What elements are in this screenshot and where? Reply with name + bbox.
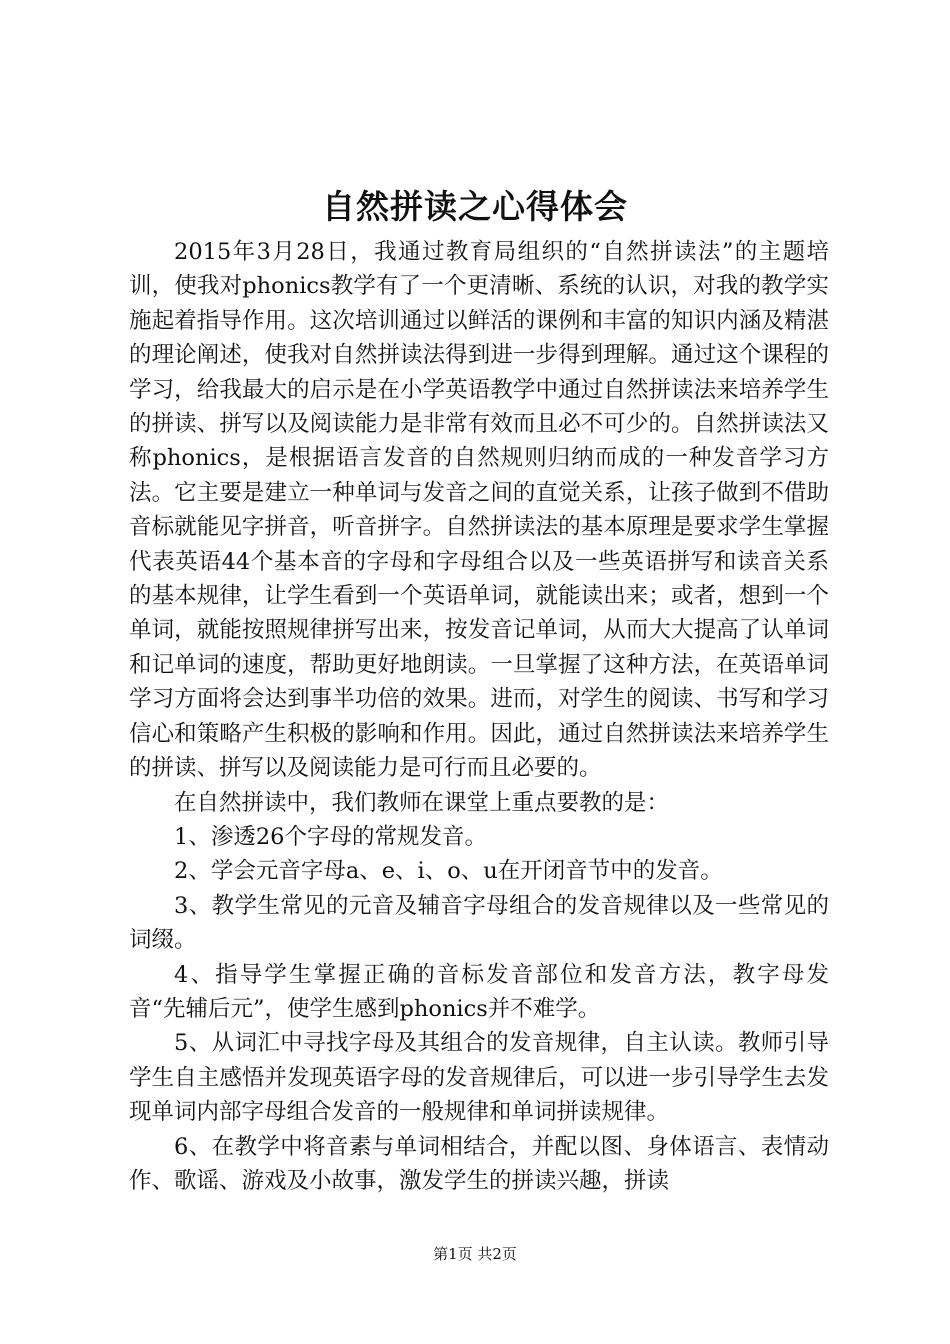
list-item-5: 5、从词汇中寻找字母及其组合的发音规律，自主认读。教师引导学生自主感悟并发现英语字母的发音规律后，可以进一步引导学生去发现单词内部字母组合发音的一般规律和单词拼读规律。 [129,1030,829,1126]
list-item-1: 1、渗透26个字母的常规发音。 [174,823,487,850]
list-item-6: 6、在教学中将音素与单词相结合，并配以图、身体语言、表情动作、歌谣、游戏及小故事，激发学生的拼读兴趣，拼读 [129,1133,829,1194]
list-item-2: 2、学会元音字母a、e、i、o、u在开闭音节中的发音。 [174,858,723,885]
page-number-footer: 第1页 共2页 [433,1245,517,1263]
paragraph-lead-in: 在自然拼读中，我们教师在课堂上重点要教的是： [174,789,670,816]
list-item-3: 3、教学生常见的元音及辅音字母组合的发音规律以及一些常见的词缀。 [129,892,829,954]
document-body [129,235,829,1198]
paragraph-intro: 2015年3月28日，我通过教育局组织的“自然拼读法”的主题培训，使我对phonics教学有了一个更清晰、系统的认识，对我的教学实施起着指导作用。这次培训通过以鲜活的课例和丰富的知识内涵及精湛的理论阐述，使我对自然拼读法得到进一步得到理解。通过这个课程的学习，给我最大的启示是在小学英语教学中通过自然拼读法来培养学生的拼读、拼写以及阅读能力是非常有效而且必不可少的。自然拼读法又称phonics，是根据语言发音的自然规则归纳而成的一种发音学习方法。它主要是建立一种单词与发音之间的直觉关系，让孩子做到不借助音标就能见字拼音，听音拼字。自然拼读法的基本原理是要求学生掌握代表英语44个基本音的字母和字母组合以及一些英语拼写和读音关系的基本规律，让学生看到一个英语单词，就能读出来；或者，想到一个单词，就能按照规律拼写出来，按发音记单词，从而大大提高了认单词和记单词的速度，帮助更好地朗读。一旦掌握了这种方法，在英语单词学习方面将会达到事半功倍的效果。进而，对学生的阅读、书写和学习信心和策略产生积极的影响和作用。因此，通过自然拼读法来培养学生的拼读、拼写以及阅读能力是可行而且必要的。 [129,239,829,782]
page-title: 自然拼读之心得体会 [322,187,628,226]
list-item-4: 4、指导学生掌握正确的音标发音部位和发音方法，教字母发音“先辅后元”，使学生感到phonics并不难学。 [129,961,829,1022]
